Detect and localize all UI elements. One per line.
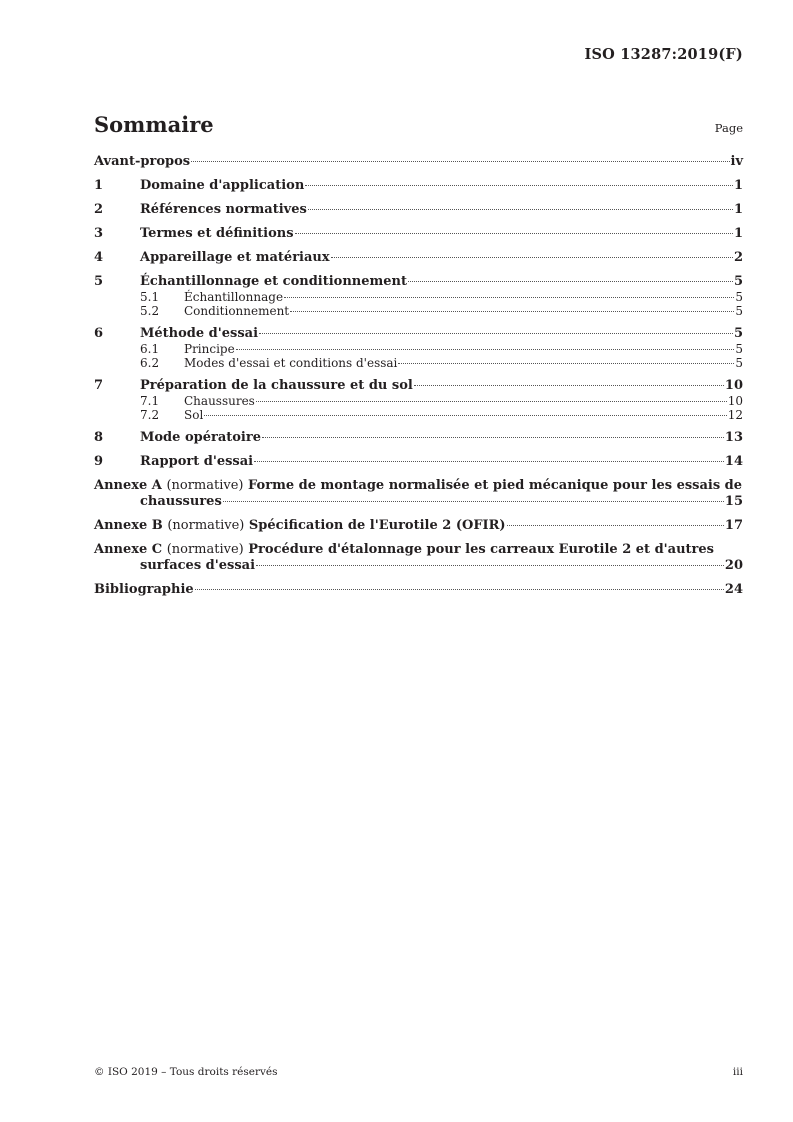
dot-leader xyxy=(223,501,724,502)
toc-label: Modes d'essai et conditions d'essai xyxy=(184,356,398,370)
toc-number: 3 xyxy=(94,226,104,241)
toc-page: 24 xyxy=(724,582,743,597)
toc-page: 1 xyxy=(733,226,743,241)
toc-number: 5 xyxy=(94,274,104,289)
dot-leader xyxy=(236,349,735,350)
toc-page: 5 xyxy=(733,326,743,341)
dot-leader xyxy=(408,281,733,282)
toc-entry-5-1[interactable] xyxy=(94,290,743,304)
dot-leader xyxy=(284,297,734,298)
toc-entry-7-1[interactable] xyxy=(94,394,743,408)
dot-leader xyxy=(290,311,734,312)
toc-number: 7.1 xyxy=(140,394,160,408)
dot-leader xyxy=(414,385,724,386)
toc-entry-5[interactable] xyxy=(94,274,743,290)
toc-label: Avant-propos xyxy=(94,154,191,169)
toc-page: 10 xyxy=(724,378,743,393)
toc-entry-8[interactable] xyxy=(94,430,743,446)
page-number: iii xyxy=(732,1066,743,1078)
toc-label: Méthode d'essai xyxy=(140,326,259,341)
toc-label: Conditionnement xyxy=(184,304,290,318)
page-column-label: Page xyxy=(714,121,743,135)
toc-entry-7[interactable] xyxy=(94,378,743,394)
toc-page: 5 xyxy=(735,304,743,318)
page-footer xyxy=(94,1066,743,1078)
copyright-notice: © ISO 2019 – Tous droits réservés xyxy=(94,1066,278,1078)
toc-entry-9[interactable] xyxy=(94,454,743,470)
dot-leader xyxy=(305,185,733,186)
toc-page: 17 xyxy=(724,518,743,533)
toc-number: 6.2 xyxy=(140,356,160,370)
annex-normative-tag: (normative) xyxy=(166,542,244,557)
toc-entry-7-2[interactable] xyxy=(94,408,743,422)
toc-page: 15 xyxy=(724,494,743,509)
toc-page: 5 xyxy=(735,356,743,370)
toc-label: Principe xyxy=(184,342,235,356)
dot-leader xyxy=(195,589,724,590)
toc-page: 5 xyxy=(735,290,743,304)
dot-leader xyxy=(331,257,733,258)
toc-entry-4[interactable] xyxy=(94,250,743,266)
toc-page: 5 xyxy=(733,274,743,289)
table-of-contents xyxy=(94,154,743,598)
dot-leader xyxy=(259,333,733,334)
toc-number: 5.2 xyxy=(140,304,160,318)
annex-c-second-line xyxy=(94,558,743,574)
annex-title-line-2: chaussures xyxy=(140,494,222,509)
dot-leader xyxy=(262,437,724,438)
annex-title-line-1: Forme de montage normalisée et pied mécanique pour les essais de xyxy=(248,478,743,493)
toc-number: 1 xyxy=(94,178,104,193)
toc-label: Mode opératoire xyxy=(140,430,261,445)
page-title: Sommaire xyxy=(94,112,214,137)
toc-label: Préparation de la chaussure et du sol xyxy=(140,378,413,393)
toc-page: 20 xyxy=(724,558,743,573)
toc-label: Sol xyxy=(184,408,204,422)
toc-entry-annex-c[interactable] xyxy=(94,542,743,574)
toc-entry-1[interactable] xyxy=(94,178,743,194)
toc-page: 10 xyxy=(727,394,743,408)
toc-entry-5-2[interactable] xyxy=(94,304,743,318)
toc-entry-6-2[interactable] xyxy=(94,356,743,370)
dot-leader xyxy=(254,461,724,462)
toc-label: Appareillage et matériaux xyxy=(140,250,330,265)
annex-normative-tag: (normative) xyxy=(167,518,245,533)
toc-label: Échantillonnage et conditionnement xyxy=(140,274,407,289)
dot-leader xyxy=(308,209,733,210)
toc-page: 12 xyxy=(727,408,743,422)
annex-prefix: Annexe B xyxy=(94,518,163,533)
dot-leader xyxy=(398,363,734,364)
annex-c-first-line xyxy=(94,542,743,558)
toc-number: 4 xyxy=(94,250,104,265)
toc-label: Références normatives xyxy=(140,202,307,217)
toc-label: Termes et définitions xyxy=(140,226,294,241)
toc-number: 9 xyxy=(94,454,104,469)
toc-label: Chaussures xyxy=(184,394,255,408)
annex-prefix: Annexe C xyxy=(94,542,163,557)
annex-normative-tag: (normative) xyxy=(166,478,244,493)
toc-entry-2[interactable] xyxy=(94,202,743,218)
toc-number: 5.1 xyxy=(140,290,160,304)
dot-leader xyxy=(295,233,733,234)
annex-prefix: Annexe A xyxy=(94,478,162,493)
toc-number: 7.2 xyxy=(140,408,160,422)
toc-entry-6-1[interactable] xyxy=(94,342,743,356)
annex-title: Spécification de l'Eurotile 2 (OFIR) xyxy=(248,518,506,533)
dot-leader xyxy=(256,401,727,402)
title-row xyxy=(94,112,743,137)
document-id: ISO 13287:2019(F) xyxy=(584,46,743,63)
annex-title-line-1: Procédure d'étalonnage pour les carreaux Eurotile 2 et d'autres xyxy=(248,542,714,557)
annex-a-second-line xyxy=(94,494,743,510)
toc-number: 6 xyxy=(94,326,104,341)
toc-label: Échantillonnage xyxy=(184,290,284,304)
annex-b-label xyxy=(94,518,506,534)
toc-entry-3[interactable] xyxy=(94,226,743,242)
annex-a-first-line xyxy=(94,478,743,494)
toc-number: 6.1 xyxy=(140,342,160,356)
toc-label: Bibliographie xyxy=(94,582,194,597)
toc-number: 8 xyxy=(94,430,104,445)
toc-page: 1 xyxy=(733,178,743,193)
toc-page: iv xyxy=(730,154,743,169)
toc-entry-annex-a[interactable] xyxy=(94,478,743,510)
toc-number: 2 xyxy=(94,202,104,217)
annex-title-line-2: surfaces d'essai xyxy=(140,558,256,573)
toc-page: 14 xyxy=(724,454,743,469)
toc-entry-bibliography[interactable] xyxy=(94,582,743,598)
toc-label: Rapport d'essai xyxy=(140,454,254,469)
toc-entry-6[interactable] xyxy=(94,326,743,342)
toc-page: 2 xyxy=(733,250,743,265)
dot-leader xyxy=(507,525,724,526)
toc-page: 5 xyxy=(735,342,743,356)
toc-label: Domaine d'application xyxy=(140,178,305,193)
toc-entry-annex-b[interactable] xyxy=(94,518,743,534)
toc-number: 7 xyxy=(94,378,104,393)
toc-page: 13 xyxy=(724,430,743,445)
dot-leader xyxy=(256,565,724,566)
toc-page: 1 xyxy=(733,202,743,217)
dot-leader xyxy=(191,161,729,162)
toc-entry-foreword[interactable] xyxy=(94,154,743,170)
dot-leader xyxy=(204,415,726,416)
